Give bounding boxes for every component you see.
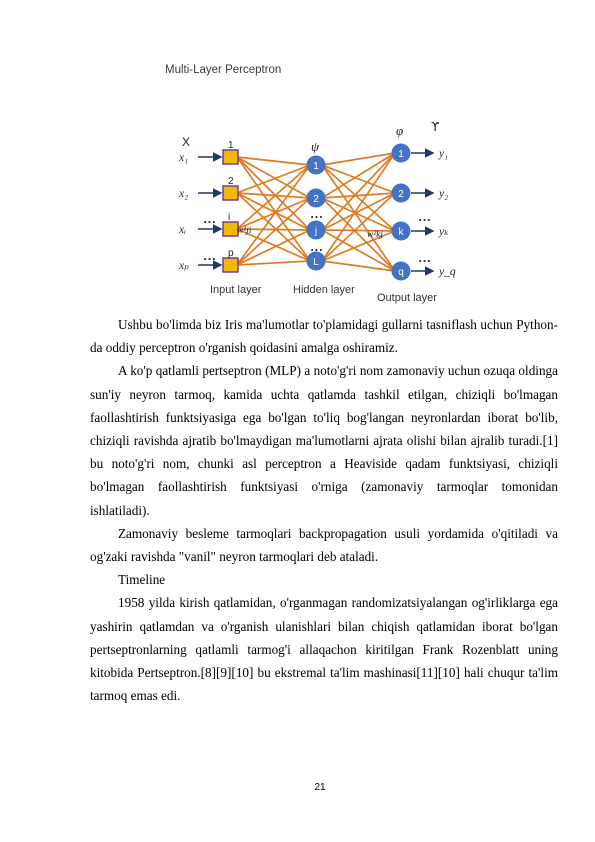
weight-hidden-output-label: w²kj	[367, 230, 384, 240]
output-set-label: ϒ	[431, 120, 440, 134]
connection-input-4-hidden-4	[237, 261, 310, 265]
output-neuron-label: 2	[398, 189, 404, 200]
hidden-ellipsis-1: …	[310, 206, 323, 221]
input-set-label: X	[182, 135, 191, 149]
paragraph-modern-networks: Zamonaviy besleme tarmoqlari backpropagation usuli yordamida o'qitiladi va og'zaki ravishda "vanil" neyron tarmoqlari deb ataladi.	[90, 525, 558, 565]
hidden-neuron-label: 1	[313, 161, 319, 172]
hidden-ellipsis-2: …	[310, 239, 323, 254]
mlp-diagram	[150, 55, 470, 305]
output-variable-label: y₂	[439, 188, 449, 200]
input-variable-label: xᵢ	[179, 224, 186, 236]
paragraph-mlp-definition: A ko'p qatlamli pertseptron (MLP) a noto'g'ri nom zamonaviy uchun ozuqa oldinga sun'iy neyron tarmoq, kamida uchta qatlamda tashkil etilgan, chiziqli bo'lmagan faollashtirish funktsiyasiga ega bo'lgan to'liq bog'langan neyronlardan iborat bo'lib, chiziqli ravishda ajratib bo'lmaydigan ma'lumotlarni ajrata olishi bilan ajralib turadi.[1] bu noto'g'ri nom, chunki asl perceptron a Heaviside qadam funktsiyasi, chiziqli bo'lmagan faollashtirish funktsiyasi o'rniga (zamonaviy tarmoqlar tomonidan ishlatiladi).	[90, 363, 558, 518]
section-heading-timeline: Timeline	[118, 572, 166, 588]
output-ellipsis-1: …	[418, 209, 431, 224]
input-node	[223, 150, 238, 164]
output-variable-label: y₁	[439, 148, 449, 160]
input-ellipsis-2: …	[203, 248, 216, 263]
hidden-layer-caption: Hidden layer	[293, 284, 355, 296]
output-neuron-label: q	[398, 267, 404, 278]
connection-hidden-4-output-4	[322, 261, 395, 271]
output-ellipsis-2: …	[418, 250, 431, 265]
weight-input-hidden-label: w¹ji	[237, 226, 252, 236]
input-layer-caption: Input layer	[210, 284, 262, 296]
input-variable-label: x₁	[179, 152, 189, 164]
input-ellipsis-1: …	[203, 211, 216, 226]
input-node	[223, 258, 238, 272]
paragraph-intro: Ushbu bo'limda biz Iris ma'lumotlar to'plamidagi gullarni tasniflash uchun Python-da oddiy perceptron o'rganish qoidasini amalga oshiramiz.	[90, 317, 558, 356]
output-neuron-label: k	[398, 227, 404, 238]
input-node-label: 1	[228, 140, 234, 151]
page-number: 21	[314, 782, 326, 793]
connection-hidden-3-output-3	[322, 230, 395, 231]
hidden-neuron-label: L	[313, 257, 319, 268]
diagram-title: Multi-Layer Perceptron	[165, 64, 282, 76]
output-activation-label: φ	[396, 123, 404, 138]
input-variable-label: x₂	[179, 188, 189, 200]
input-node	[223, 222, 238, 236]
input-node	[223, 186, 238, 200]
output-variable-label: yₖ	[439, 226, 449, 238]
paragraph-timeline-1958: 1958 yilda kirish qatlamidan, o'rganmagan randomizatsiyalangan og'irliklarga ega yashirin qatlamdan va o'rganish ulanishlari bilan chiqish qatlamidan iborat bo'lgan pertseptronlarning qatlamli tarmog'i allaqachon kiritilgan Frank Rozenblatt uning kitobida Pertseptron.[8][9][10] bu ekstremal ta'lim mashinasi[11][10] hali chuqur ta'lim tarmoq emas edi.	[90, 595, 558, 704]
hidden-neuron-label: j	[314, 226, 318, 237]
hidden-neuron-label: 2	[313, 194, 319, 205]
hidden-activation-label: ψ	[311, 139, 320, 154]
output-neuron-label: 1	[398, 149, 404, 160]
input-node-label: i	[228, 212, 231, 223]
connection-hidden-2-output-4	[322, 198, 395, 271]
output-variable-label: y_q	[439, 266, 456, 278]
body-text	[90, 313, 558, 707]
input-node-label: p	[228, 248, 234, 259]
input-variable-label: xₚ	[179, 260, 189, 272]
output-layer-caption: Output layer	[377, 292, 437, 304]
input-node-label: 2	[228, 176, 234, 187]
